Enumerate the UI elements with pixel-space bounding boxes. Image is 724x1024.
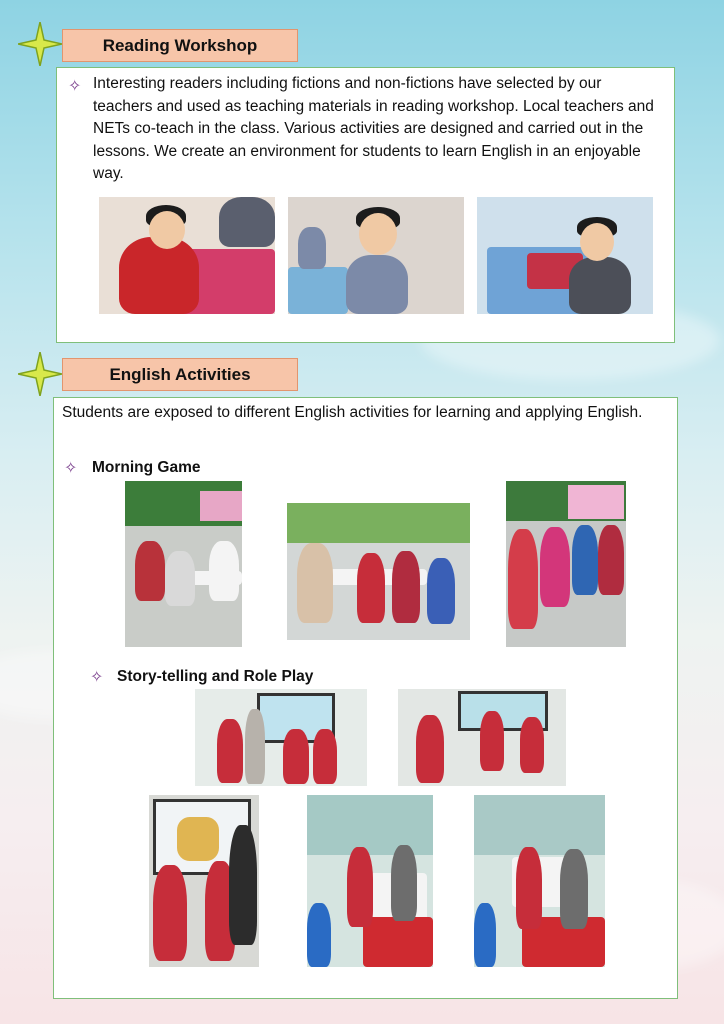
- story-telling-photo: [474, 795, 605, 967]
- bullet-icon: ✧: [64, 460, 78, 477]
- story-telling-photo: [398, 689, 566, 786]
- morning-game-photo: [125, 481, 242, 647]
- story-telling-photo: [149, 795, 259, 967]
- story-telling-photo: [307, 795, 433, 967]
- sparkle-star-icon: [18, 22, 62, 66]
- bullet-icon: ✧: [90, 669, 104, 686]
- reading-workshop-paragraph: Interesting readers including fictions and non-fictions have selected by our teachers and used as teaching materials in reading workshop. Local teachers and NETs co-teach in the class. Various activities are designed and carried out in the lessons. We create an environment for students to learn English in an enjoyable way.: [93, 75, 654, 182]
- sparkle-star-icon: [18, 352, 62, 396]
- story-telling-photo: [195, 689, 367, 786]
- english-activities-heading: [62, 358, 298, 391]
- morning-game-photo: [287, 503, 470, 640]
- english-activities-intro: Students are exposed to different English activities for learning and applying English.: [62, 404, 643, 421]
- english-activities-heading-text: English Activities: [109, 364, 251, 384]
- reading-workshop-heading-text: Reading Workshop: [102, 35, 258, 55]
- reading-workshop-photo: [288, 197, 464, 314]
- reading-workshop-photo: [99, 197, 275, 314]
- story-telling-label: Story-telling and Role Play: [117, 668, 314, 685]
- morning-game-photo: [506, 481, 626, 647]
- reading-workshop-photo: [477, 197, 653, 314]
- morning-game-label: Morning Game: [92, 459, 201, 476]
- reading-workshop-heading: [62, 29, 298, 62]
- bullet-icon: ✧: [68, 78, 82, 95]
